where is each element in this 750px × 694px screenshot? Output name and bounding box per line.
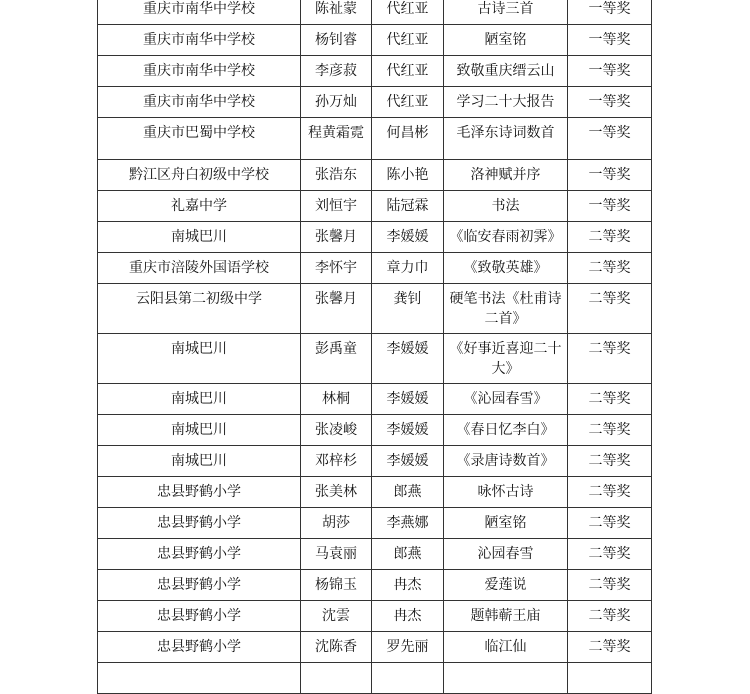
award-level-cell: 一等奖 (568, 160, 652, 191)
award-level-cell (568, 663, 652, 694)
award-level-cell: 一等奖 (568, 56, 652, 87)
work-title-cell: 咏怀古诗 (444, 477, 568, 508)
work-title-cell: 《沁园春雪》 (444, 384, 568, 415)
school-cell: 南城巴川 (98, 222, 301, 253)
award-level-cell: 二等奖 (568, 477, 652, 508)
award-level-cell: 二等奖 (568, 415, 652, 446)
student-cell: 陈祉蒙 (301, 0, 372, 25)
teacher-cell (372, 663, 444, 694)
teacher-cell: 郎燕 (372, 477, 444, 508)
school-cell: 忠县野鹤小学 (98, 632, 301, 663)
table-row (98, 334, 652, 384)
school-cell: 忠县野鹤小学 (98, 601, 301, 632)
table-row (98, 477, 652, 508)
school-cell: 忠县野鹤小学 (98, 570, 301, 601)
award-level-cell: 二等奖 (568, 539, 652, 570)
work-title-cell: 洛神赋并序 (444, 160, 568, 191)
table-row (98, 87, 652, 118)
work-title-cell: 《临安春雨初霁》 (444, 222, 568, 253)
table-row (98, 508, 652, 539)
teacher-cell: 郎燕 (372, 539, 444, 570)
student-cell: 胡莎 (301, 508, 372, 539)
table-row (98, 446, 652, 477)
table-row (98, 222, 652, 253)
student-cell: 马袁丽 (301, 539, 372, 570)
teacher-cell: 何昌彬 (372, 118, 444, 160)
school-cell: 忠县野鹤小学 (98, 477, 301, 508)
student-cell: 李怀宇 (301, 253, 372, 284)
table-row (98, 56, 652, 87)
school-cell: 重庆市南华中学校 (98, 0, 301, 25)
school-cell: 南城巴川 (98, 384, 301, 415)
teacher-cell: 代红亚 (372, 25, 444, 56)
teacher-cell: 李媛媛 (372, 334, 444, 384)
student-cell: 张馨月 (301, 222, 372, 253)
table-row (98, 570, 652, 601)
award-level-cell: 二等奖 (568, 253, 652, 284)
award-level-cell: 一等奖 (568, 191, 652, 222)
award-level-cell: 二等奖 (568, 601, 652, 632)
award-level-cell: 二等奖 (568, 570, 652, 601)
teacher-cell: 龚钊 (372, 284, 444, 334)
student-cell: 沈陈香 (301, 632, 372, 663)
work-title-cell: 学习二十大报告 (444, 87, 568, 118)
school-cell: 忠县野鹤小学 (98, 539, 301, 570)
school-cell: 重庆市南华中学校 (98, 87, 301, 118)
student-cell: 刘恒宇 (301, 191, 372, 222)
school-cell: 重庆市涪陵外国语学校 (98, 253, 301, 284)
student-cell: 林桐 (301, 384, 372, 415)
student-cell: 张馨月 (301, 284, 372, 334)
teacher-cell: 陈小艳 (372, 160, 444, 191)
student-cell: 沈雲 (301, 601, 372, 632)
table-row (98, 284, 652, 334)
teacher-cell: 李媛媛 (372, 222, 444, 253)
student-cell: 张美林 (301, 477, 372, 508)
table-row (98, 632, 652, 663)
award-level-cell: 二等奖 (568, 508, 652, 539)
work-title-cell: 临江仙 (444, 632, 568, 663)
school-cell: 礼嘉中学 (98, 191, 301, 222)
student-cell: 杨锦玉 (301, 570, 372, 601)
school-cell: 云阳县第二初级中学 (98, 284, 301, 334)
school-cell: 南城巴川 (98, 446, 301, 477)
work-title-cell: 爱莲说 (444, 570, 568, 601)
award-level-cell: 二等奖 (568, 446, 652, 477)
award-level-cell: 二等奖 (568, 632, 652, 663)
award-table (97, 0, 652, 694)
work-title-cell: 《好事近喜迎二十大》 (444, 334, 568, 384)
table-row (98, 601, 652, 632)
student-cell (301, 663, 372, 694)
school-cell: 忠县野鹤小学 (98, 508, 301, 539)
teacher-cell: 李媛媛 (372, 384, 444, 415)
teacher-cell: 冉杰 (372, 601, 444, 632)
award-level-cell: 二等奖 (568, 222, 652, 253)
school-cell (98, 663, 301, 694)
award-level-cell: 一等奖 (568, 87, 652, 118)
award-table-body (98, 0, 652, 694)
teacher-cell: 冉杰 (372, 570, 444, 601)
table-row (98, 25, 652, 56)
student-cell: 杨钊睿 (301, 25, 372, 56)
teacher-cell: 罗先丽 (372, 632, 444, 663)
teacher-cell: 章力巾 (372, 253, 444, 284)
school-cell: 黔江区舟白初级中学校 (98, 160, 301, 191)
table-row (98, 191, 652, 222)
table-row (98, 415, 652, 446)
teacher-cell: 代红亚 (372, 56, 444, 87)
table-row (98, 384, 652, 415)
student-cell: 邓梓杉 (301, 446, 372, 477)
work-title-cell: 沁园春雪 (444, 539, 568, 570)
table-row (98, 539, 652, 570)
work-title-cell (444, 663, 568, 694)
school-cell: 南城巴川 (98, 415, 301, 446)
work-title-cell: 古诗三首 (444, 0, 568, 25)
school-cell: 重庆市南华中学校 (98, 25, 301, 56)
school-cell: 重庆市巴蜀中学校 (98, 118, 301, 160)
award-level-cell: 二等奖 (568, 334, 652, 384)
award-level-cell: 一等奖 (568, 0, 652, 25)
table-row (98, 0, 652, 25)
school-cell: 南城巴川 (98, 334, 301, 384)
table-row (98, 118, 652, 160)
work-title-cell: 陋室铭 (444, 25, 568, 56)
award-level-cell: 二等奖 (568, 284, 652, 334)
table-row (98, 253, 652, 284)
award-list-page (97, 0, 652, 694)
table-row (98, 160, 652, 191)
work-title-cell: 书法 (444, 191, 568, 222)
student-cell: 彭禹童 (301, 334, 372, 384)
work-title-cell: 题韩蕲王庙 (444, 601, 568, 632)
award-level-cell: 一等奖 (568, 25, 652, 56)
work-title-cell: 毛泽东诗词数首 (444, 118, 568, 160)
work-title-cell: 《春日忆李白》 (444, 415, 568, 446)
student-cell: 张凌峻 (301, 415, 372, 446)
teacher-cell: 李燕娜 (372, 508, 444, 539)
teacher-cell: 陆冠霖 (372, 191, 444, 222)
teacher-cell: 代红亚 (372, 87, 444, 118)
award-level-cell: 一等奖 (568, 118, 652, 160)
work-title-cell: 硬笔书法《杜甫诗二首》 (444, 284, 568, 334)
award-level-cell: 二等奖 (568, 384, 652, 415)
work-title-cell: 《录唐诗数首》 (444, 446, 568, 477)
student-cell: 李彦菽 (301, 56, 372, 87)
school-cell: 重庆市南华中学校 (98, 56, 301, 87)
teacher-cell: 代红亚 (372, 0, 444, 25)
table-row (98, 663, 652, 694)
teacher-cell: 李媛媛 (372, 446, 444, 477)
student-cell: 程黄霜霓 (301, 118, 372, 160)
work-title-cell: 致敬重庆缙云山 (444, 56, 568, 87)
student-cell: 孙万灿 (301, 87, 372, 118)
teacher-cell: 李媛媛 (372, 415, 444, 446)
work-title-cell: 《致敬英雄》 (444, 253, 568, 284)
work-title-cell: 陋室铭 (444, 508, 568, 539)
student-cell: 张浩东 (301, 160, 372, 191)
